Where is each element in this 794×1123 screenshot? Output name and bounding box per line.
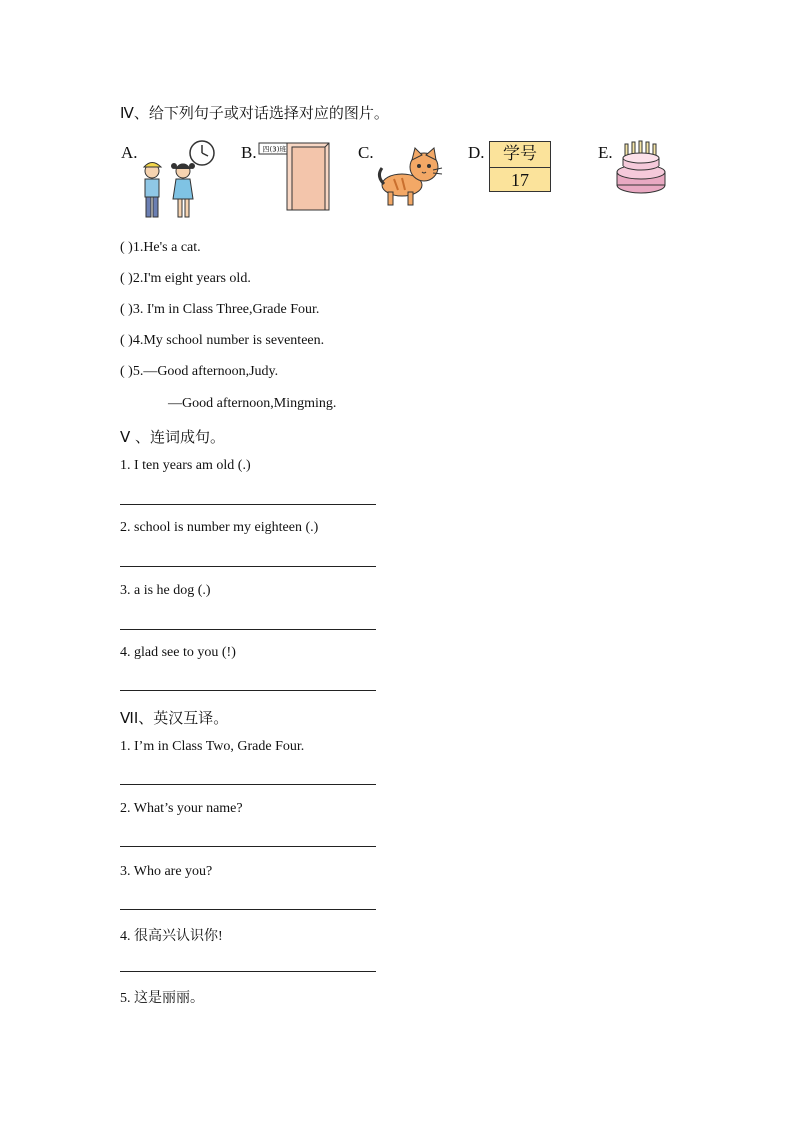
answer-line[interactable] xyxy=(120,504,376,505)
answer-line[interactable] xyxy=(120,784,376,785)
answer-line[interactable] xyxy=(120,690,376,691)
option-label-e: E. xyxy=(598,143,613,162)
section6-item-2: 2. What’s your name? xyxy=(120,801,243,816)
section6-item-3: 3. Who are you? xyxy=(120,864,213,879)
school-number-card xyxy=(489,141,551,192)
option-label-c: C. xyxy=(358,143,374,162)
option-label-d: D. xyxy=(468,143,485,162)
section4-item-4: ( )4.My school number is seventeen. xyxy=(120,333,325,348)
section4-item-5: ( )5.—Good afternoon,Judy. xyxy=(120,364,279,379)
section4-item-2: ( )2.I'm eight years old. xyxy=(120,271,251,286)
section6-heading: ⅥI、英汉互译。 xyxy=(120,709,229,727)
section5-item-1: 1. I ten years am old (.) xyxy=(120,458,251,473)
classroom-door-picture xyxy=(259,141,331,211)
answer-line[interactable] xyxy=(120,971,376,972)
answer-line[interactable] xyxy=(120,846,376,847)
section6-item-1: 1. I’m in Class Two, Grade Four. xyxy=(120,739,305,754)
section5-heading: Ⅴ 、连词成句。 xyxy=(120,428,226,446)
section4-item-5-reply: —Good afternoon,Mingming. xyxy=(168,396,337,411)
option-label-a: A. xyxy=(121,143,138,162)
section5-item-2: 2. school is number my eighteen (.) xyxy=(120,520,319,535)
birthday-cake-picture xyxy=(616,138,668,196)
school-number-label: 学号 xyxy=(490,142,550,168)
section6-item-5: 5. 这是丽丽。 xyxy=(120,991,204,1006)
section5-item-4: 4. glad see to you (!) xyxy=(120,645,236,660)
section6-item-4: 4. 很高兴认识你! xyxy=(120,929,223,944)
section4-item-3: ( )3. I'm in Class Three,Grade Four. xyxy=(120,302,320,317)
section5-item-3: 3. a is he dog (.) xyxy=(120,583,211,598)
cat-picture xyxy=(378,146,444,208)
answer-line[interactable] xyxy=(120,629,376,630)
door-sign-text: 四(3)班 xyxy=(262,145,287,154)
answer-line[interactable] xyxy=(120,566,376,567)
section4-item-1: ( )1.He's a cat. xyxy=(120,240,201,255)
school-number-value: 17 xyxy=(511,170,529,190)
answer-line[interactable] xyxy=(120,909,376,910)
option-label-b: B. xyxy=(241,143,257,162)
section4-heading: Ⅳ、给下列句子或对话选择对应的图片。 xyxy=(120,104,389,122)
children-clock-picture xyxy=(136,136,220,224)
